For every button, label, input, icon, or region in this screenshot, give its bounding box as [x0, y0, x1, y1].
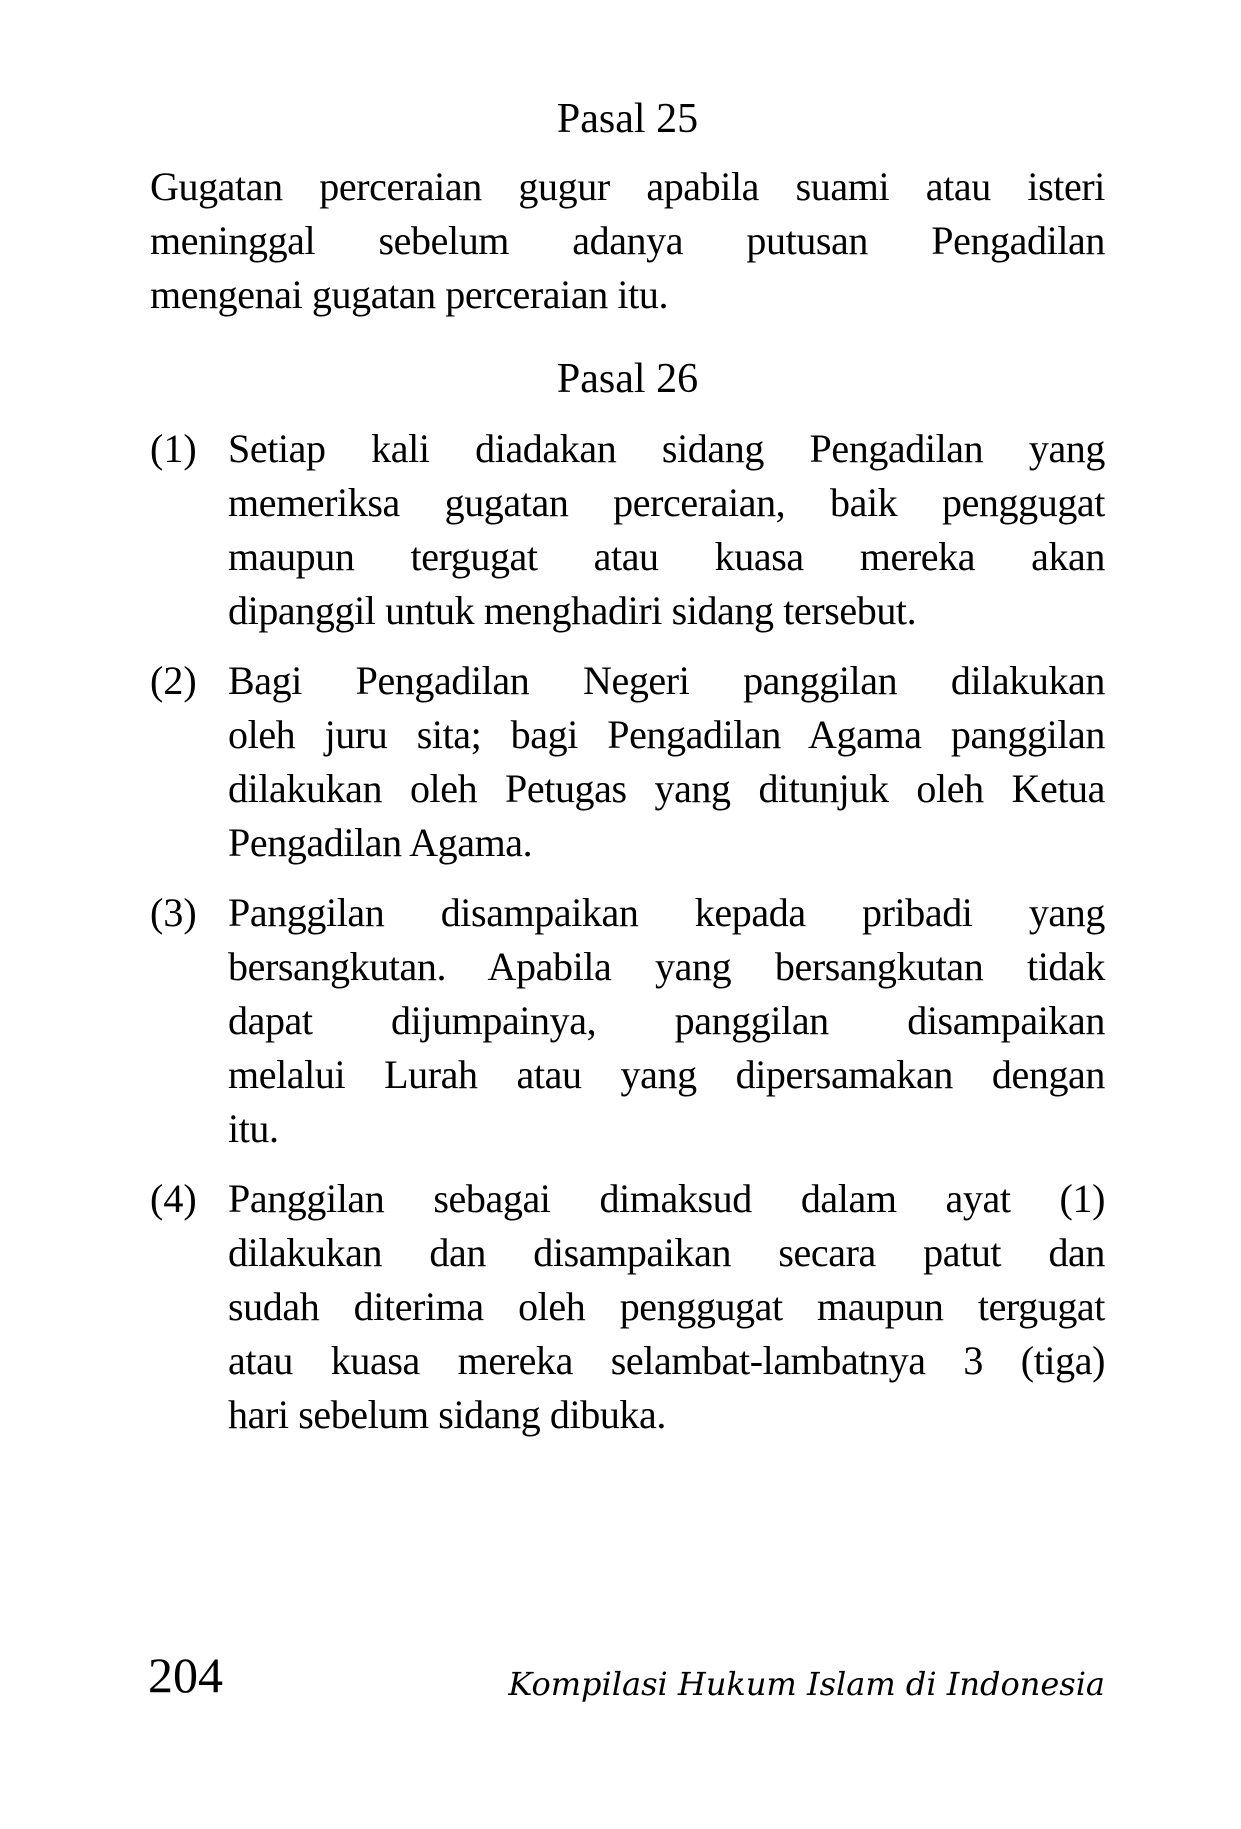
- item-text: [228, 422, 1105, 638]
- numbered-item: [150, 422, 1105, 638]
- item-marker: (1): [150, 426, 197, 471]
- page-footer: [0, 1640, 1241, 1760]
- text-line: mengenai gugatan perceraian itu.: [150, 272, 669, 317]
- text-line: dilakukan dan disampaikan secara patut dan: [228, 1230, 1105, 1275]
- numbered-item: [150, 654, 1105, 870]
- text-line: hari sebelum sidang dibuka.: [228, 1392, 666, 1437]
- text-line: Bagi Pengadilan Negeri panggilan dilakukan: [228, 658, 1105, 703]
- item-marker: (3): [150, 890, 197, 935]
- text-line: bersangkutan. Apabila yang bersangkutan tidak: [228, 944, 1105, 989]
- item-marker: (4): [150, 1176, 197, 1221]
- text-line: itu.: [228, 1106, 279, 1151]
- item-text: [228, 1172, 1105, 1442]
- section-heading: Pasal 26: [556, 356, 699, 402]
- text-line: meninggal sebelum adanya putusan Pengadilan: [150, 218, 1105, 263]
- footer-book-title: Kompilasi Hukum Islam di Indonesia: [508, 1665, 1105, 1703]
- text-line: oleh juru sita; bagi Pengadilan Agama panggilan: [228, 712, 1105, 757]
- section-heading: Pasal 25: [556, 96, 699, 142]
- numbered-item: [150, 886, 1105, 1156]
- item-text: [228, 654, 1105, 870]
- text-line: dilakukan oleh Petugas yang ditunjuk oleh Ketua: [228, 766, 1105, 811]
- numbered-item: [150, 1172, 1105, 1442]
- text-line: atau kuasa mereka selambat-lambatnya 3 (tiga): [228, 1338, 1105, 1383]
- item-marker: (2): [150, 658, 197, 703]
- text-line: Panggilan disampaikan kepada pribadi yang: [228, 890, 1105, 935]
- page-number: 204: [148, 1647, 223, 1703]
- text-line: maupun tergugat atau kuasa mereka akan: [228, 534, 1105, 579]
- text-line: memeriksa gugatan perceraian, baik penggugat: [228, 480, 1105, 525]
- text-line: Pengadilan Agama.: [228, 820, 533, 865]
- page-content: [150, 92, 1105, 1442]
- text-line: sudah diterima oleh penggugat maupun tergugat: [228, 1284, 1105, 1329]
- paragraph: [150, 160, 1105, 322]
- text-line: Panggilan sebagai dimaksud dalam ayat (1): [228, 1176, 1105, 1221]
- text-line: dapat dijumpainya, panggilan disampaikan: [228, 998, 1105, 1043]
- item-text: [228, 886, 1105, 1156]
- text-line: melalui Lurah atau yang dipersamakan dengan: [228, 1052, 1105, 1097]
- text-line: Gugatan perceraian gugur apabila suami atau isteri: [150, 164, 1105, 209]
- text-line: dipanggil untuk menghadiri sidang tersebut.: [228, 588, 917, 633]
- text-line: Setiap kali diadakan sidang Pengadilan yang: [228, 426, 1105, 471]
